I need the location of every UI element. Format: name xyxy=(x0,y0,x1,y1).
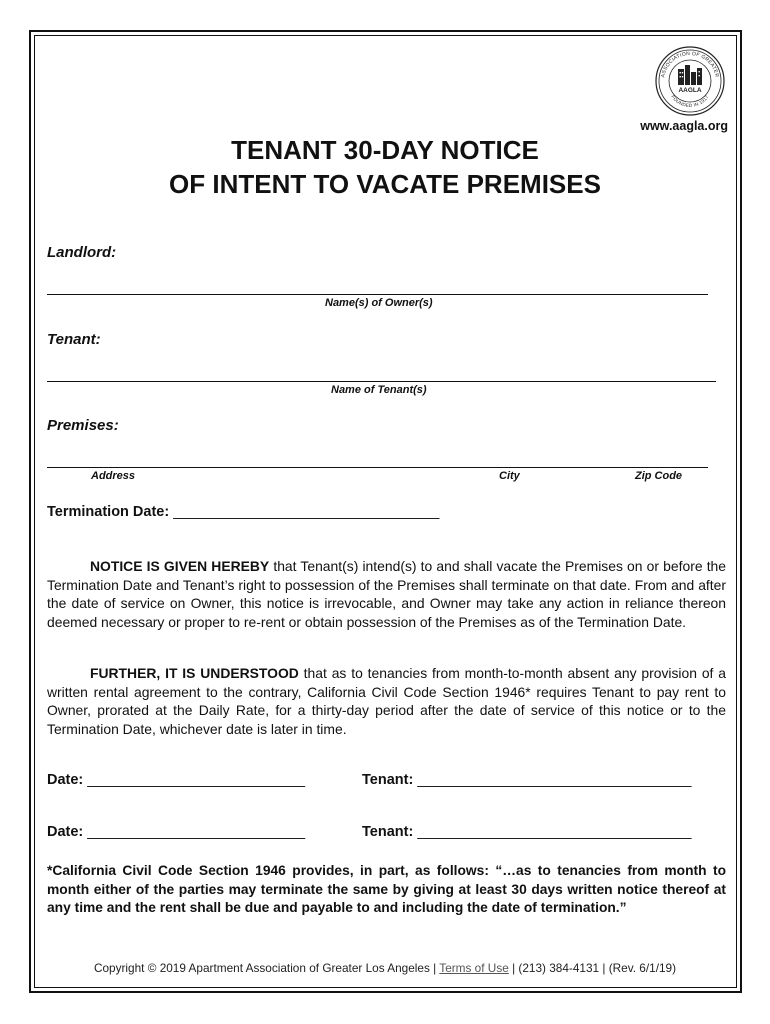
date-label: Date: xyxy=(47,772,88,788)
understood-lead: FURTHER, IT IS UNDERSTOOD xyxy=(90,665,299,681)
copyright-footer xyxy=(36,961,734,975)
signature-date-2 xyxy=(47,824,305,840)
copyright-prefix: Copyright © 2019 Apartment Association of Greater Los Angeles | xyxy=(93,961,440,975)
owner-name-caption: Name(s) of Owner(s) xyxy=(325,297,433,309)
seal-ring-text-bottom: FOUNDED IN 1917 xyxy=(670,94,710,109)
premises-label: Premises: xyxy=(47,417,119,434)
tenant-signature-label: Tenant: xyxy=(362,824,418,840)
document-title-line2: OF INTENT TO VACATE PREMISES xyxy=(169,169,601,199)
address-caption: Address xyxy=(91,470,136,482)
tenant-signature-field[interactable]: __________________________________ xyxy=(417,772,692,788)
signature-date-1 xyxy=(47,772,305,788)
premises-address-line[interactable] xyxy=(47,467,708,468)
understood-body: that as to tenancies from month-to-month absent any provision of a written rental agreement to the contrary, California Civil Code Section 1946* requires Tenant to pay rent to Owner, prorated at the Daily Rate, for a thirty-day period after the date of service of this notice or to the Termination Date, whichever date is later in time. xyxy=(47,665,727,737)
landlord-name-line[interactable] xyxy=(47,294,708,295)
notice-body: that Tenant(s) intend(s) to and shall vacate the Premises on or before the Termination Date and Tenant’s right to possession of the Premises shall terminate on that date. From and after the date of service on Owner, this notice is irrevocable, and Owner may take any action in reliance thereon deemed necessary or proper to re-rent or obtain possession of the Premises as of the Termination Date. xyxy=(47,558,727,630)
tenant-signature-label: Tenant: xyxy=(362,772,418,788)
zip-code-caption: Zip Code xyxy=(635,470,683,482)
terms-of-use-link[interactable]: Terms of Use xyxy=(439,961,509,975)
termination-date-row xyxy=(47,504,439,520)
website-url: www.aagla.org xyxy=(640,119,728,133)
termination-date-field[interactable]: _________________________________ xyxy=(173,504,440,520)
landlord-label: Landlord: xyxy=(47,244,117,261)
termination-date-label: Termination Date: xyxy=(47,504,170,520)
copyright-suffix: | (213) 384-4131 | (Rev. 6/1/19) xyxy=(508,961,677,975)
tenant-label: Tenant: xyxy=(47,331,101,348)
document-title-line1: TENANT 30-DAY NOTICE xyxy=(231,135,539,165)
city-caption: City xyxy=(499,470,520,482)
tenant-name-caption: Name of Tenant(s) xyxy=(331,384,427,396)
signature-tenant-2 xyxy=(362,824,692,840)
tenant-name-line[interactable] xyxy=(47,381,716,382)
seal-ring-text-top: ASSOCIATION OF GREATER xyxy=(660,50,720,78)
aagla-seal-logo xyxy=(654,45,726,117)
date-field[interactable]: ___________________________ xyxy=(87,824,306,840)
seal-center-text: AAGLA xyxy=(678,87,702,94)
notice-paragraph xyxy=(47,557,726,631)
understood-paragraph xyxy=(47,664,726,738)
tenant-signature-field[interactable]: __________________________________ xyxy=(417,824,692,840)
signature-tenant-1 xyxy=(362,772,692,788)
svg-text:ASSOCIATION OF GREATER xyxy=(660,51,720,78)
notice-lead: NOTICE IS GIVEN HEREBY xyxy=(90,558,270,574)
civil-code-footnote: *California Civil Code Section 1946 provides, in part, as follows: “…as to tenancies from month to month either of the parties may terminate the same by giving at least 30 days written notice thereof at any time and the rent shall be due and payable to and including the date of termination.” xyxy=(47,863,726,916)
svg-text:FOUNDED IN 1917 xyxy=(670,94,709,108)
date-label: Date: xyxy=(47,824,88,840)
date-field[interactable]: ___________________________ xyxy=(87,772,306,788)
